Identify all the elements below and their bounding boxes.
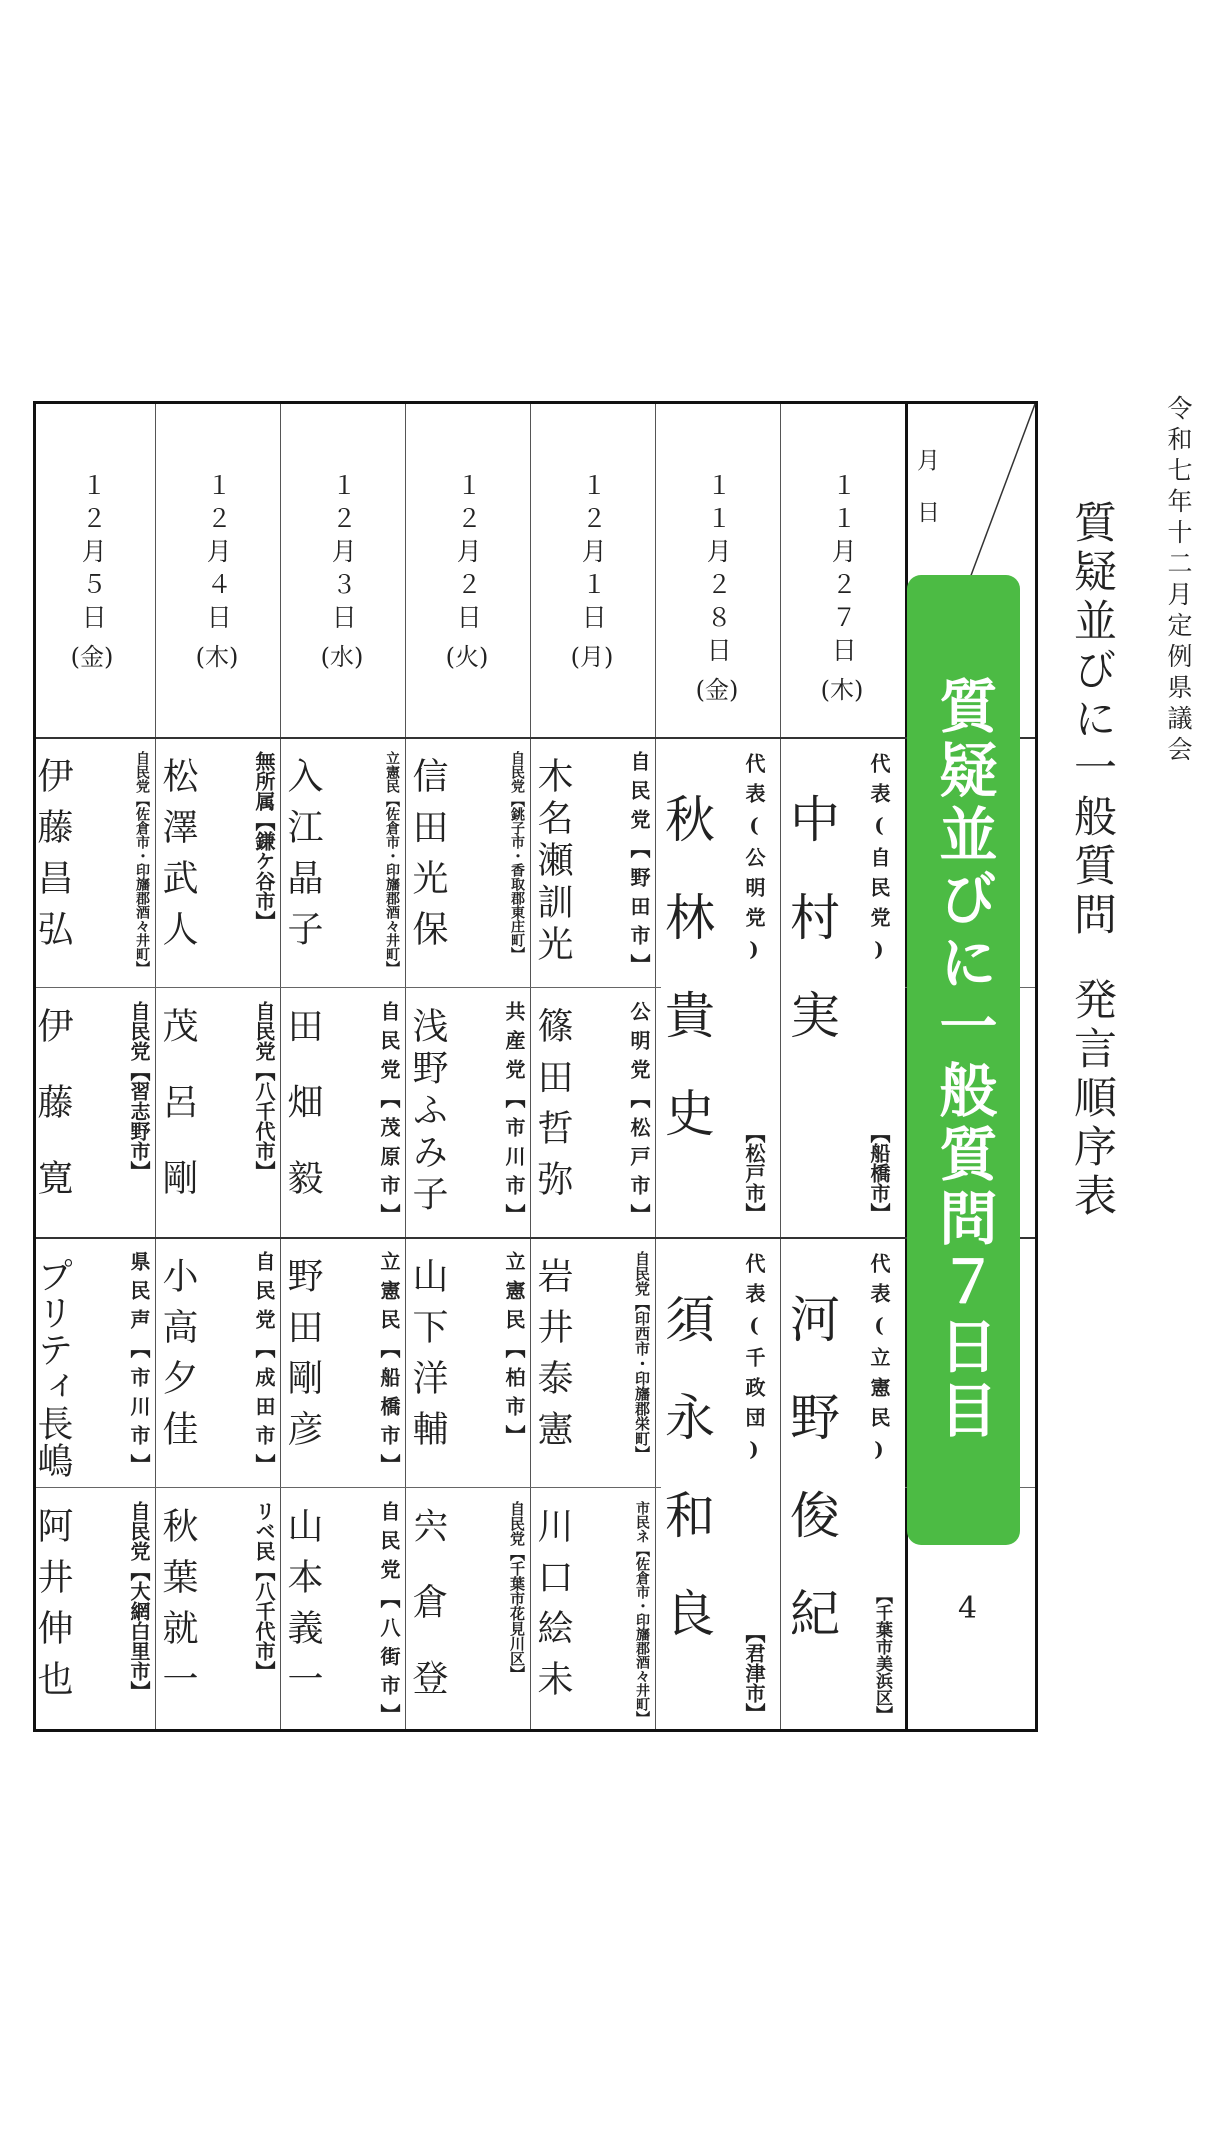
date-text: １２月５日 [78,472,108,637]
speaker-slot [530,1237,655,1487]
speaker-party: 無所属【鎌ケ谷市】 [252,751,276,931]
rep-name: 河野俊紀 [782,1293,840,1685]
meeting-title: 令和七年十二月定例県議会 [1164,395,1193,767]
speaker-name: 宍倉登 [407,1507,448,1735]
weekday-text: (火) [445,643,489,671]
rep-city-label: 【千葉市美浜区】 [872,1587,892,1723]
date-text: １２月２日 [453,472,483,637]
column-date [405,472,529,678]
rep-name: 中村実 [782,793,840,1087]
weekday-text: (金) [70,643,114,671]
speaker-party: 立憲民【船橋市】 [377,1251,401,1483]
speaker-party: 自民党【印西市・印旛郡栄町】 [633,1251,651,1461]
speaker-party: 立憲民【佐倉市・印旛郡酒々井町】 [384,751,400,975]
speaker-slot [405,737,530,987]
rep-party-label: 代表(自民党) [867,753,891,971]
speaker-slot [155,1237,280,1487]
speaker-name: 篠田哲弥 [532,1007,573,1211]
speaker-slot [30,737,155,987]
date-text: １２月４日 [203,472,233,637]
speaker-name: 信田光保 [407,757,448,961]
column-date [530,472,654,678]
day-seven-banner [907,575,1020,1545]
speaker-name: 松澤武人 [157,757,198,961]
speaker-slot [155,1487,280,1737]
speaker-slot [280,1487,405,1737]
day-label: 日 [917,500,940,526]
speaker-slot [405,987,530,1237]
page-number: 4 [958,1591,978,1626]
rep-party-label: 代表(千政団) [742,1253,766,1471]
speaker-name: 伊藤寛 [32,1007,73,1235]
speaker-slot [280,1237,405,1487]
speaker-party: 県民声【市川市】 [127,1251,151,1483]
rep-label-group [861,753,897,1223]
speaker-slot [405,1487,530,1737]
speaker-slot [530,737,655,987]
speaker-slot [530,1487,655,1737]
speaker-name: 秋葉就一 [157,1507,198,1711]
rep-label-group [736,753,772,1223]
speaker-name: 岩井泰憲 [532,1257,573,1461]
rep-label-group [736,1253,772,1723]
month-label: 月 [917,448,940,474]
column-date [280,472,404,678]
speaker-name: 伊藤昌弘 [32,757,73,961]
speaker-party: 公明党【松戸市】 [627,1001,651,1233]
column-date [780,472,904,711]
rep-party-label: 代表(立憲民) [867,1253,891,1471]
speaker-slot [30,1487,155,1737]
speaker-name: 山本義一 [282,1507,323,1711]
speaker-party: 市民ネ【佐倉市・印旛郡酒々井町】 [634,1501,650,1725]
document-title-main: 質疑並びに一般質問 [1067,500,1117,941]
speaker-party: 自民党【野田市】 [627,751,651,983]
date-text: １２月１日 [578,472,608,637]
speaker-party: リベ民【八千代市】 [252,1501,276,1681]
speaker-slot [280,987,405,1237]
speaker-party: 自民党【佐倉市・印旛郡酒々井町】 [134,751,150,975]
speaker-party: 自民党【八千代市】 [252,1001,276,1181]
speaker-slot [30,987,155,1237]
speaker-party: 自民党【千葉市花見川区】 [508,1501,526,1681]
speaker-name: 阿井伸也 [32,1507,73,1711]
speaker-party: 立憲民【柏市】 [502,1251,526,1454]
speaker-name: 山下洋輔 [407,1257,448,1461]
representative-slot [780,737,905,1237]
speaker-name: 入江晶子 [282,757,323,961]
rep-name: 須永和良 [657,1293,715,1685]
representative-slot [655,1237,780,1737]
speaker-name: プリティ長嶋 [32,1257,73,1479]
weekday-text: (月) [570,643,614,671]
speaker-party: 自民党【大網白里市】 [127,1501,151,1701]
speaking-order-table [32,401,1038,1735]
rep-party-label: 代表(公明党) [742,753,766,971]
speaker-name: 茂呂剛 [157,1007,198,1235]
document-title-sub: 発言順序表 [1067,977,1117,1222]
speaker-name: 小高夕佳 [157,1257,198,1461]
representative-slot [780,1237,905,1737]
rep-city-label: 【君津市】 [742,1623,766,1723]
speaker-party: 自民党【習志野市】 [127,1001,151,1181]
speaker-slot [280,737,405,987]
column-date [30,472,154,678]
speaker-party: 自民党【八街市】 [377,1501,401,1733]
speaker-name: 田畑毅 [282,1007,323,1235]
weekday-text: (木) [820,676,864,704]
speaker-slot [155,987,280,1237]
rep-label-group [861,1253,897,1723]
rep-name: 秋林貴史 [657,793,715,1185]
representative-slot [655,737,780,1237]
weekday-text: (水) [320,643,364,671]
banner-text: 質疑並びに一般質問７日目 [929,676,998,1444]
date-text: １１月２７日 [828,472,858,670]
speaker-party: 自民党【銚子市・香取郡東庄町】 [509,751,525,961]
speaker-name: 野田剛彦 [282,1257,323,1461]
rep-city-label: 【船橋市】 [867,1123,891,1223]
date-text: １２月３日 [328,472,358,637]
speaker-name: 木名瀬訓光 [532,757,573,967]
speaker-name: 川口絵未 [532,1507,573,1711]
column-date [655,472,779,711]
speaker-slot [530,987,655,1237]
weekday-text: (木) [195,643,239,671]
speaker-party: 共産党【市川市】 [502,1001,526,1233]
speaker-slot [405,1237,530,1487]
weekday-text: (金) [695,676,739,704]
speaker-name: 浅野ふみ子 [407,1007,448,1217]
speaker-slot [30,1237,155,1487]
speaker-party: 自民党【成田市】 [252,1251,276,1483]
speaker-slot [155,737,280,987]
rep-city-label: 【松戸市】 [742,1123,766,1223]
document-title [1067,500,1117,1222]
date-text: １１月２８日 [703,472,733,670]
speaker-party: 自民党【茂原市】 [377,1001,401,1233]
column-date [155,472,279,678]
